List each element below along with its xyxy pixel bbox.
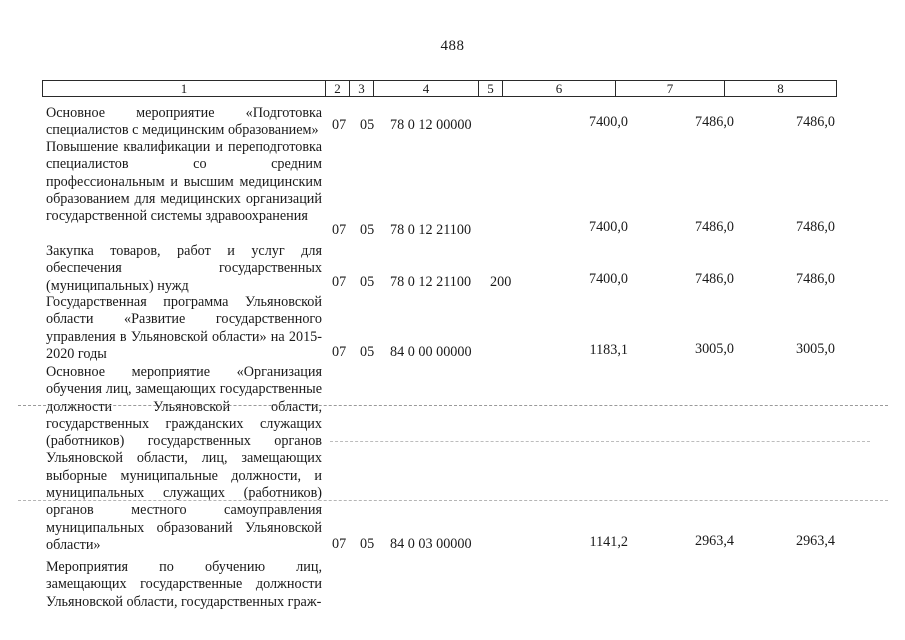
column-header-1: 1 — [43, 81, 326, 97]
row-amount-1: 7400,0 — [588, 114, 628, 130]
column-header-7: 7 — [616, 81, 725, 97]
scan-fold-line — [18, 500, 888, 501]
row-amount-1: 7400,0 — [588, 219, 628, 235]
scan-fold-line — [18, 405, 888, 406]
page-number: 488 — [440, 38, 465, 54]
row-target-code: 78 0 12 21100 — [390, 222, 472, 238]
row-amount-3: 7486,0 — [795, 219, 835, 235]
column-header-8: 8 — [725, 81, 837, 97]
row-description: Государственная программа Ульяновской области «Развитие государственного управления в Ульяновской области» на 2015-2020 годы — [46, 294, 322, 362]
row-amount-1: 7400,0 — [588, 271, 628, 287]
row-description: Мероприятия по обучению лиц, замещающих государственные должности Ульяновской области, государственных граж- — [46, 559, 322, 610]
column-header-2: 2 — [326, 81, 350, 97]
row-amount-2: 3005,0 — [694, 341, 734, 357]
row-amount-2: 7486,0 — [694, 114, 734, 130]
column-header-4: 4 — [374, 81, 479, 97]
row-subsection: 05 — [360, 117, 375, 133]
row-description: Закупка товаров, работ и услуг для обеспечения государственных (муниципальных) нужд — [46, 243, 322, 294]
row-section: 07 — [332, 344, 347, 360]
row-amount-2: 2963,4 — [694, 533, 734, 549]
row-amount-2: 7486,0 — [694, 219, 734, 235]
row-target-code: 84 0 03 00000 — [390, 536, 472, 552]
row-description: Повышение квалификации и переподготовка специалистов со средним профессиональным и высшим медицинским образованием для медицинских организаций государственной системы здравоохранения — [46, 139, 322, 225]
row-description: Основное мероприятие «Подготовка специалистов с медицинским образованием» — [46, 105, 322, 139]
row-description: Основное мероприятие «Организация обучения лиц, замещающих государственные должности Ульяновской области, государственных гражданских служащих (работников) государственных органов Ульяновской области, лиц, замещающих выборные муниципальные должности, и муниципальных служащих (работников) органов местного самоуправления муниципальных образований Ульяновской области» — [46, 364, 322, 553]
row-expense-type: 200 — [490, 274, 512, 290]
row-target-code: 78 0 12 21100 — [390, 274, 472, 290]
column-header-3: 3 — [350, 81, 374, 97]
row-subsection: 05 — [360, 344, 375, 360]
row-section: 07 — [332, 117, 347, 133]
row-target-code: 84 0 00 00000 — [390, 344, 472, 360]
row-amount-1: 1183,1 — [589, 342, 628, 358]
row-section: 07 — [332, 222, 347, 238]
column-header-6: 6 — [503, 81, 616, 97]
row-section: 07 — [332, 274, 347, 290]
row-subsection: 05 — [360, 536, 375, 552]
scan-fold-line — [330, 441, 870, 442]
row-amount-2: 7486,0 — [694, 271, 734, 287]
row-amount-3: 7486,0 — [795, 271, 835, 287]
row-subsection: 05 — [360, 274, 375, 290]
row-subsection: 05 — [360, 222, 375, 238]
row-amount-3: 2963,4 — [795, 533, 835, 549]
row-target-code: 78 0 12 00000 — [390, 117, 472, 133]
row-amount-1: 1141,2 — [589, 534, 628, 550]
row-amount-3: 7486,0 — [795, 114, 835, 130]
row-amount-3: 3005,0 — [795, 341, 835, 357]
row-section: 07 — [332, 536, 347, 552]
column-header-row — [42, 80, 837, 97]
column-header-5: 5 — [479, 81, 503, 97]
